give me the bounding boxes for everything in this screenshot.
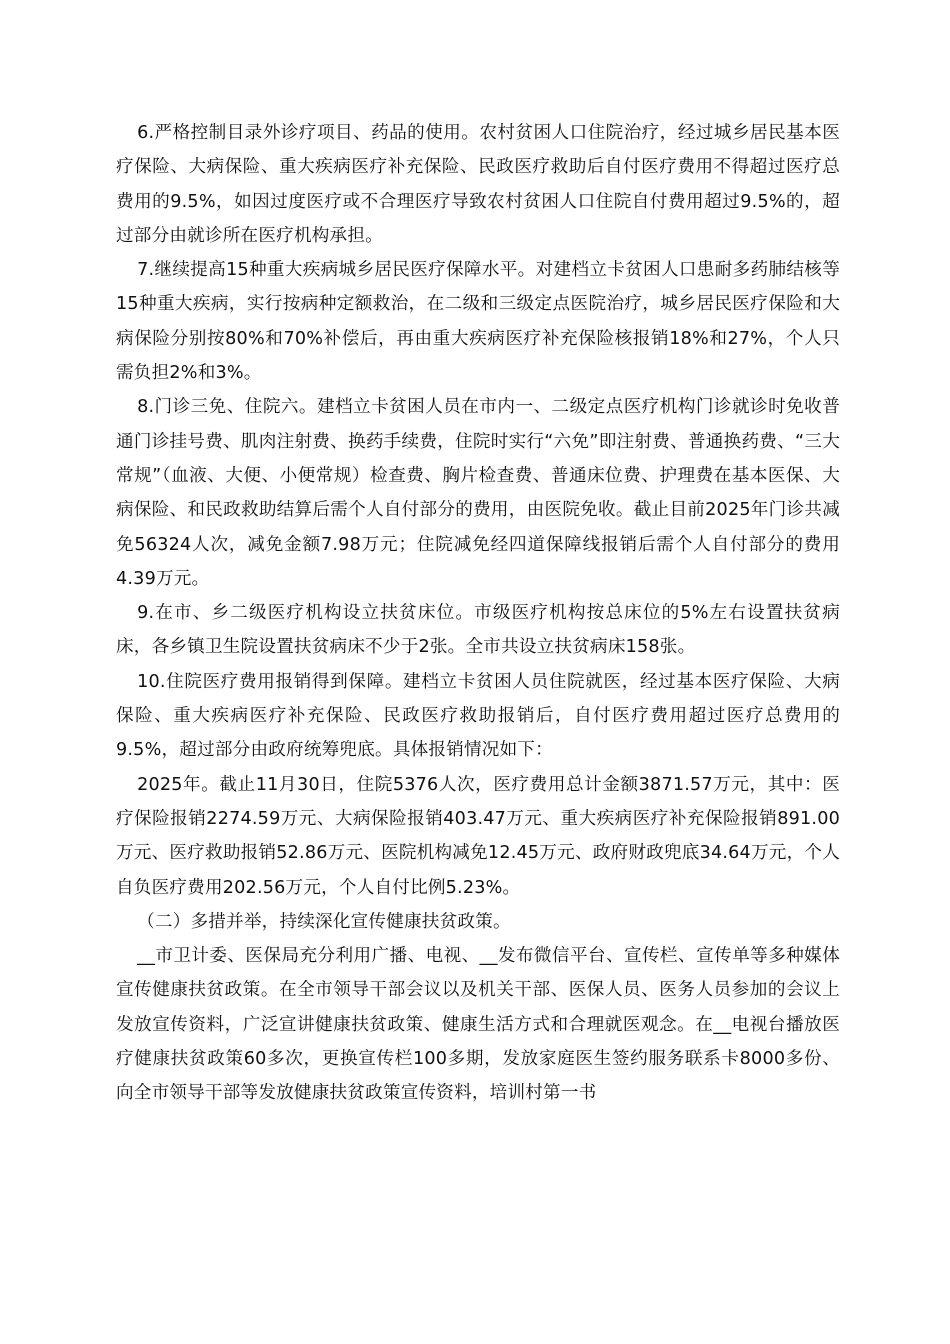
paragraph-item-9: 9.在市、乡二级医疗机构设立扶贫床位。市级医疗机构按总床位的5%左右设置扶贫病床，各乡镇卫生院设置扶贫病床不少于2张。全市共设立扶贫病床158张。 [116, 603, 840, 658]
paragraph-item-8: 8.门诊三免、住院六。建档立卡贫困人员在市内一、二级定点医疗机构门诊就诊时免收普通门诊挂号费、肌肉注射费、换药手续费，住院时实行“六免”即注射费、普通换药费、“三大常规”（血液、大便、小便常规）检查费、胸片检查费、普通床位费、护理费在基本医保、大病保险、和民政救助结算后需个人自付部分的费用，由医院免收。截止目前2025年门诊共减免56324人次，减免金额7.98万元；住院减免经四道保障线报销后需个人自付部分的费用4.39万元。 [116, 397, 840, 589]
paragraph-2025-statistics: 2025年。截止11月30日，住院5376人次，医疗费用总计金额3871.57万元，其中：医疗保险报销2274.59万元、大病保险报销403.47万元、重大疾病医疗补充保险报销891.00万元、医疗救助报销52.86万元、医院机构减免12.45万元、政府财政兜底34.64万元，个人自负医疗费用202.56万元，个人自付比例5.23%。 [116, 774, 840, 898]
paragraph-publicity: __市卫计委、医保局充分利用广播、电视、__发布微信平台、宣传栏、宣传单等多种媒体宣传健康扶贫政策。在全市领导干部会议以及机关干部、医保人员、医务人员参加的会议上发放宣传资料，广泛宣讲健康扶贫政策、健康生活方式和合理就医观念。在__电视台播放医疗健康扶贫政策60多次，更换宣传栏100多期，发放家庭医生签约服务联系卡8000多份、向全市领导干部等发放健康扶贫政策宣传资料，培训村第一书 [116, 946, 840, 1104]
document-body [116, 116, 840, 1111]
paragraph-item-6: 6.严格控制目录外诊疗项目、药品的使用。农村贫困人口住院治疗，经过城乡居民基本医疗保险、大病保险、重大疾病医疗补充保险、民政医疗救助后自付医疗费用不得超过医疗总费用的9.5%，如因过度医疗或不合理医疗导致农村贫困人口住院自付费用超过9.5%的，超过部分由就诊所在医疗机构承担。 [116, 123, 840, 246]
section-heading: （二）多措并举，持续深化宣传健康扶贫政策。 [137, 911, 511, 932]
paragraph-item-10: 10.住院医疗费用报销得到保障。建档立卡贫困人员住院就医，经过基本医疗保险、大病保险、重大疾病医疗补充保险、民政医疗救助报销后，自付医疗费用超过医疗总费用的9.5%，超过部分由政府统筹兜底。具体报销情况如下： [116, 671, 840, 761]
paragraph-item-7: 7.继续提高15种重大疾病城乡居民医疗保障水平。对建档立卡贫困人口患耐多药肺结核等15种重大疾病，实行按病种定额救治，在二级和三级定点医院治疗，城乡居民医疗保险和大病保险分别按80%和70%补偿后，再由重大疾病医疗补充保险核报销18%和27%，个人只需负担2%和3%。 [116, 260, 840, 384]
